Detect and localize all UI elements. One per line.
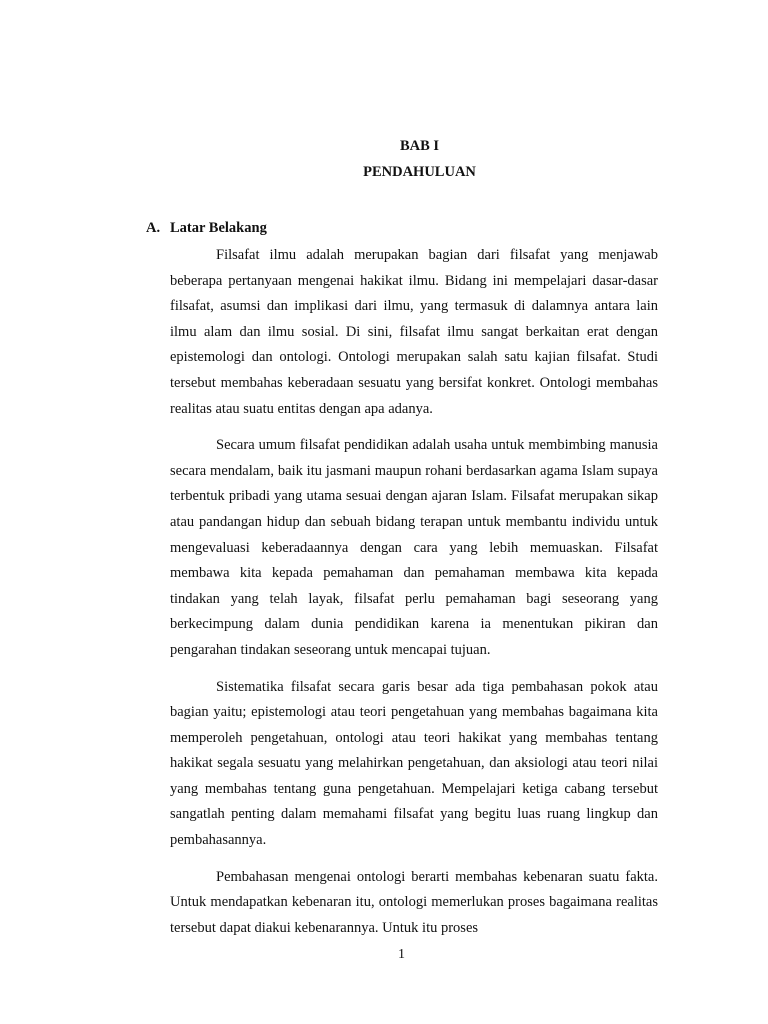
section-title: Latar Belakang bbox=[170, 220, 267, 236]
paragraph-4: Pembahasan mengenai ontologi berarti membahas kebenaran suatu fakta. Untuk mendapatkan kebenaran itu, ontologi memerlukan proses bagaimana realitas tersebut dapat diakui kebenarannya. Untuk itu proses bbox=[170, 868, 658, 936]
chapter-title: PENDAHULUAN bbox=[363, 164, 476, 180]
chapter-number: BAB I bbox=[399, 138, 440, 154]
paragraph-1: Filsafat ilmu adalah merupakan bagian dari filsafat yang menjawab beberapa pertanyaan mengenai hakikat ilmu. Bidang ini mempelajari dasar-dasar filsafat, asumsi dan implikasi dari ilmu, yang termasuk di dalamnya antara lain ilmu alam dan ilmu sosial. Di sini, filsafat ilmu sangat berkaitan erat dengan epistemologi dan ontologi. Ontologi merupakan salah satu kajian filsafat. Studi tersebut membahas keberadaan sesuatu yang bersifat konkret. Ontologi membahas realitas atau suatu entitas dengan apa adanya. bbox=[170, 247, 658, 417]
section-heading bbox=[146, 215, 658, 241]
paragraph-3: Sistematika filsafat secara garis besar ada tiga pembahasan pokok atau bagian yaitu; epistemologi atau teori pengetahuan yang membahas bagaimana kita memperoleh pengetahuan, ontologi atau teori hakikat yang membahas tentang hakikat segala sesuatu yang melahirkan pengetahuan, dan aksiologi atau teori nilai yang membahas tentang guna pengetahuan. Mempelajari ketiga cabang tersebut sangatlah penting dalam memahami filsafat yang begitu luas ruang lingkup dan pembahasannya. bbox=[170, 678, 658, 849]
paragraph-2: Secara umum filsafat pendidikan adalah usaha untuk membimbing manusia secara mendalam, baik itu jasmani maupun rohani berdasarkan agama Islam supaya terbentuk pribadi yang utama sesuai dengan ajaran Islam. Filsafat merupakan sikap atau pandangan hidup dan sebuah bidang terapan untuk membantu individu untuk mengevaluasi keberadaannya dengan cara yang lebih memuaskan. Filsafat membawa kita kepada pemahaman dan pemahaman membawa kita kepada tindakan yang telah layak, filsafat perlu pemahaman bagi seseorang yang berkecimpung dalam dunia pendidikan karena ia menentukan pikiran dan pengarahan tindakan seseorang untuk mencapai tujuan. bbox=[170, 437, 658, 658]
section-marker: A. bbox=[146, 220, 161, 236]
page-number: 1 bbox=[398, 947, 405, 962]
